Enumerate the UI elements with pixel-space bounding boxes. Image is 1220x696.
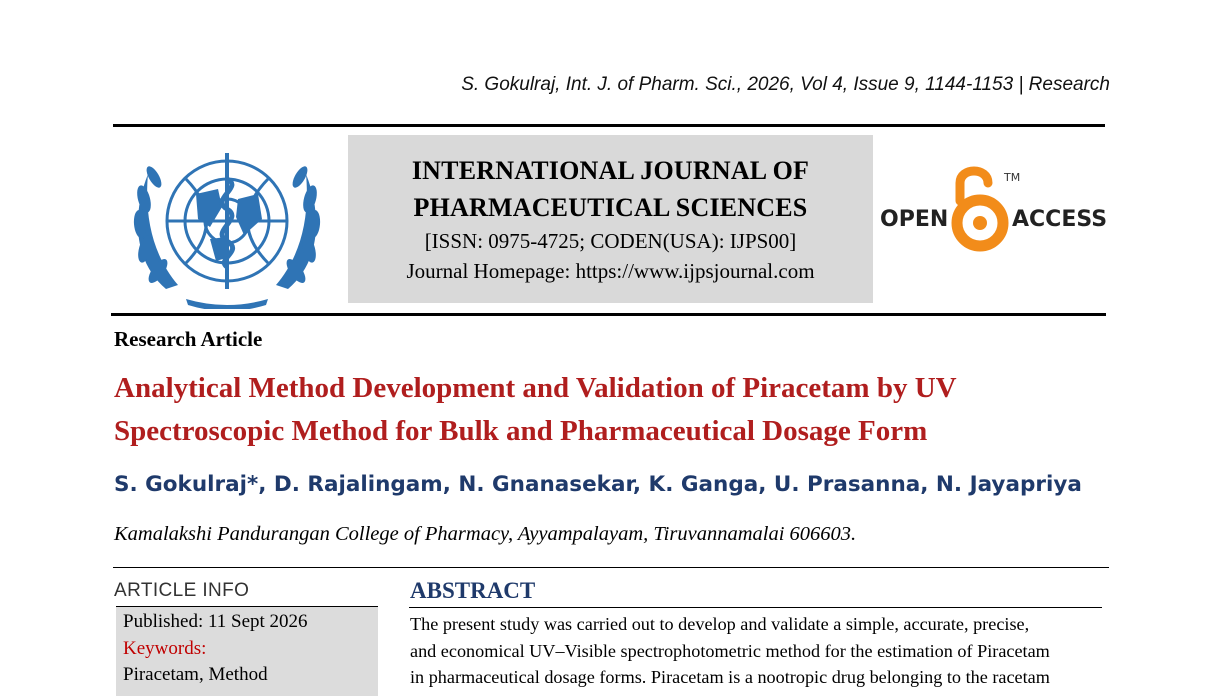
article-type: Research Article <box>114 327 263 351</box>
abstract-line2: and economical UV–Visible spectrophotometric method for the estimation of Piracetam <box>410 640 1050 661</box>
article-title-line1: Analytical Method Development and Validation of Piracetam by UV <box>114 372 957 404</box>
author-list: S. Gokulraj*, D. Rajalingam, N. Gnanasekar, K. Ganga, U. Prasanna, N. Jayapriya <box>114 472 1082 497</box>
journal-name-line2: PHARMACEUTICAL SCIENCES <box>413 193 808 222</box>
keywords-label: Keywords: <box>123 638 207 659</box>
article-title <box>114 367 1114 453</box>
journal-header-box <box>348 135 873 303</box>
who-emblem-icon <box>126 139 328 309</box>
citation-line: S. Gokulraj, Int. J. of Pharm. Sci., 2026, Vol 4, Issue 9, 1144-1153 | Research <box>461 74 1110 95</box>
article-info-heading: ARTICLE INFO <box>114 580 250 601</box>
header-bottom-rule <box>111 313 1106 316</box>
article-title-line2: Spectroscopic Method for Bulk and Pharmaceutical Dosage Form <box>114 415 928 447</box>
published-date: Published: 11 Sept 2026 <box>123 611 308 632</box>
header-top-rule <box>113 124 1105 127</box>
abstract-rule <box>409 607 1102 608</box>
open-access-word-open: OPEN <box>880 207 949 232</box>
keywords-list: Piracetam, Method <box>123 664 268 685</box>
affiliation: Kamalakshi Pandurangan College of Pharmacy, Ayyampalayam, Tiruvannamalai 606603. <box>114 523 857 545</box>
section-divider <box>113 567 1109 568</box>
abstract-heading: ABSTRACT <box>410 578 536 603</box>
open-access-lock-icon <box>878 163 1108 253</box>
abstract-line1: The present study was carried out to develop and validate a simple, accurate, precise, <box>410 614 1030 634</box>
journal-issn: [ISSN: 0975-4725; CODEN(USA): IJPS00] <box>424 229 797 253</box>
article-info-box <box>116 606 378 696</box>
journal-name-line1: INTERNATIONAL JOURNAL OF <box>411 156 810 185</box>
abstract-line3: in pharmaceutical dosage forms. Piracetam is a nootropic drug belonging to the racetam <box>410 667 1050 687</box>
open-access-word-access: ACCESS <box>1012 207 1108 232</box>
journal-homepage[interactable]: Journal Homepage: https://www.ijpsjournal.com <box>406 259 815 283</box>
abstract-text <box>410 611 1107 691</box>
open-access-tm: TM <box>1004 171 1021 184</box>
